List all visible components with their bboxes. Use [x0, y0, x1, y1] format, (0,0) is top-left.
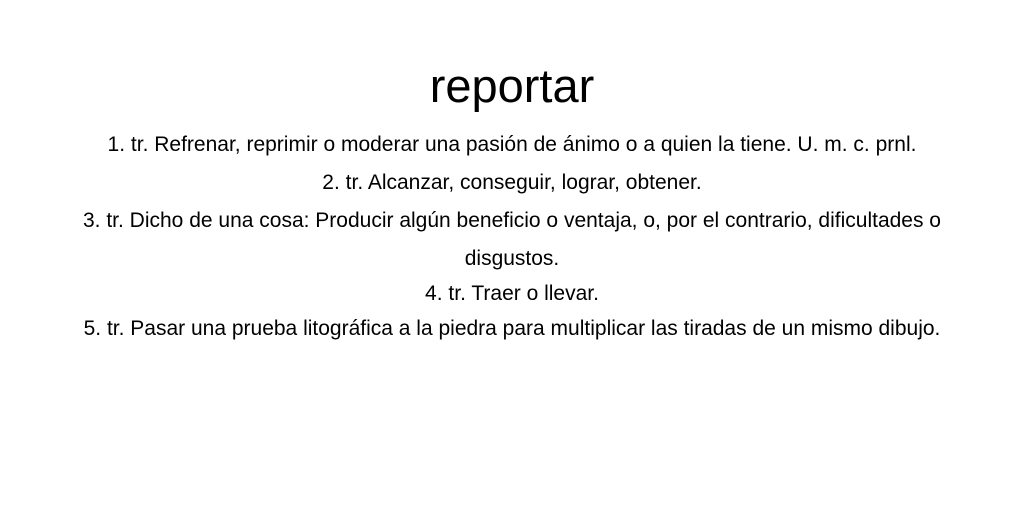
definition-item: 3. tr. Dicho de una cosa: Producir algún beneficio o ventaja, o, por el contrario, dificultades o disgustos. [82, 209, 941, 270]
definition-item: 5. tr. Pasar una prueba litográfica a la piedra para multiplicar las tiradas de un mismo dibujo. [83, 317, 941, 340]
definition-item: 1. tr. Refrenar, reprimir o moderar una pasión de ánimo o a quien la tiene. U. m. c. prnl. [107, 133, 917, 156]
definition-item: 4. tr. Traer o llevar. [425, 282, 599, 305]
definition-item: 2. tr. Alcanzar, conseguir, lograr, obtener. [322, 171, 702, 194]
definition-list [77, 126, 947, 348]
entry-word: reportar [429, 59, 595, 112]
